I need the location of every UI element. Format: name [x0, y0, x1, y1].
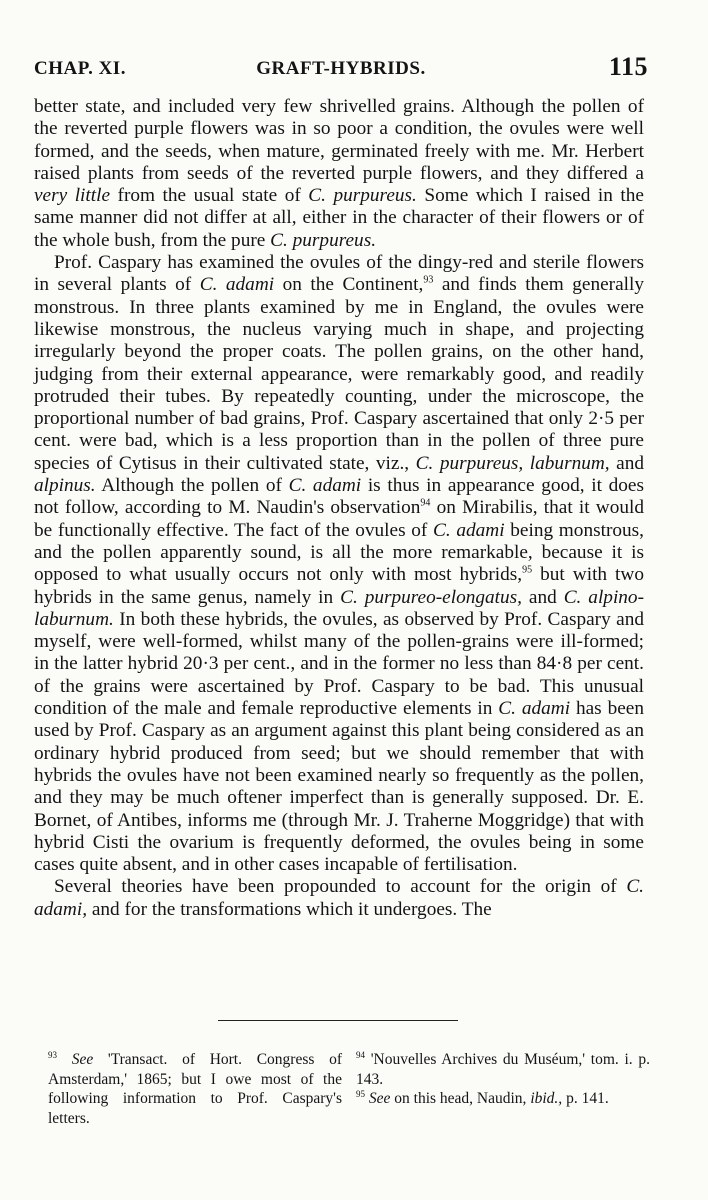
footnote-95 [356, 1089, 650, 1109]
see-label: See [368, 1090, 391, 1107]
footnote-column-left [48, 1050, 342, 1128]
species-name: C. adami, [34, 876, 644, 920]
text-run: and finds them generally monstrous. In three plants examined by me in England, the ovules were likewise monstrous, the nucleus varying much in shape, and projecting irregularly beyond the proper coats. The pollen grains, on the other hand, judging from their external appearance, were remarkably good, and readily protruded their tubes. By repeatedly counting, under the microscope, the proportional number of bad grains, Prof. Caspary ascertained that only 2·5 per cent. were bad, which is a less proportion than in the pollen of three pure species of Cytisus in their cultivated state, viz., [34, 274, 645, 474]
text-run: and [521, 586, 564, 608]
chapter-title: GRAFT-HYBRIDS. [256, 58, 426, 79]
species-name: C. alpino-laburnum. [34, 586, 644, 630]
species-name: C. adami [498, 698, 571, 720]
footnote-94 [356, 1050, 650, 1089]
species-name: C. purpureus. [270, 229, 377, 251]
species-name: C. adami [199, 274, 275, 296]
footnote-ref-95[interactable]: 95 [522, 564, 533, 576]
footnote-93 [48, 1050, 342, 1128]
text-run: being monstrous, and the pollen apparently sound, is all the more remarkable, because it is opposed to what usually occurs not only with most hybrids, [34, 519, 644, 586]
text-run: but with two hybrids in the same genus, namely in [34, 564, 644, 608]
footnote-text: 'Transact. of Hort. Congress of Amsterdam,' 1865; but I owe most of the following information to Prof. Caspary's letters. [48, 1051, 342, 1127]
text-run: on the Continent, [274, 274, 424, 296]
footnote-ref-93[interactable]: 93 [423, 274, 434, 286]
species-name: C. adami [288, 475, 362, 497]
paragraph-2 [34, 252, 644, 876]
page-number: 115 [608, 52, 648, 81]
text-run: is thus in appearance good, it does not follow, according to M. Naudin's observation [34, 475, 644, 519]
text-run: and [609, 452, 644, 474]
footnote-text: 'Nouvelles Archives du Muséum,' tom. i. p. 143. [356, 1051, 650, 1088]
see-label: See [71, 1051, 94, 1068]
species-name: alpinus. [34, 475, 96, 497]
text-run: Several theories have been propounded to account for the origin of [54, 876, 627, 898]
ibid-label: ibid., [530, 1090, 563, 1107]
text-run: In both these hybrids, the ovules, as observed by Prof. Caspary and myself, were well-formed, whilst many of the pollen-grains were ill-formed; in the latter hybrid 20·3 per cent., and in the former no less than 84·8 per cent. of the grains were ascertained by Prof. Caspary to be bad. This unusual condition of the male and female reproductive elements in [34, 608, 644, 720]
text-run: and for the transformations which it undergoes. The [87, 898, 492, 920]
body-text [34, 96, 644, 921]
footnote-text: on this head, Naudin, [390, 1090, 531, 1107]
running-head [34, 50, 648, 90]
footnote-number: 95 [356, 1088, 365, 1099]
footnote-number: 93 [48, 1049, 57, 1060]
text-run: on Mirabilis, that it would be functionally effective. The fact of the ovules of [34, 497, 644, 541]
text-run: better state, and included very few shrivelled grains. Although the pollen of the reverted purple flowers was in so poor a condition, the ovules were well formed, and the seeds, when mature, germinated freely with me. Mr. Herbert raised plants from seeds of the reverted purple flowers, and they differed a [34, 96, 644, 184]
species-name: C. purpureo-elongatus, [340, 586, 522, 608]
footnote-text: p. 141. [562, 1090, 609, 1107]
footnote-divider [218, 1020, 458, 1021]
footnote-ref-94[interactable]: 94 [420, 497, 431, 509]
species-name: C. purpureus, laburnum, [415, 452, 610, 474]
text-run: Prof. Caspary has examined the ovules of the dingy-red and sterile flowers in several plants of [34, 252, 644, 296]
text-run: Although the pollen of [95, 475, 289, 497]
chapter-label: CHAP. XI. [34, 58, 126, 79]
italic-run: very little [34, 185, 111, 207]
text-run: Some which I raised in the same manner did not differ at all, either in the character of their flowers or of the whole bush, from the pure [34, 185, 644, 251]
text-run: from the usual state of [110, 185, 309, 207]
paragraph-1 [34, 96, 644, 252]
species-name: C. purpureus. [308, 185, 417, 207]
text-run: has been used by Prof. Caspary as an argument against this plant being considered as an ordinary hybrid produced from seed; but we should remember that with hybrids the ovules have not been examined nearly so frequently as the pollen, and they may be much oftener imperfect than is generally supposed. Dr. E. Bornet, of Antibes, informs me (through Mr. J. Traherne Moggridge) that with hybrid Cisti the ovarium is frequently deformed, the ovules being in some cases quite absent, and in other cases incapable of fertilisation. [34, 698, 644, 876]
footnote-number: 94 [356, 1049, 365, 1060]
paragraph-3 [34, 876, 644, 921]
footnote-column-right [356, 1050, 650, 1109]
species-name: C. adami [433, 519, 505, 541]
